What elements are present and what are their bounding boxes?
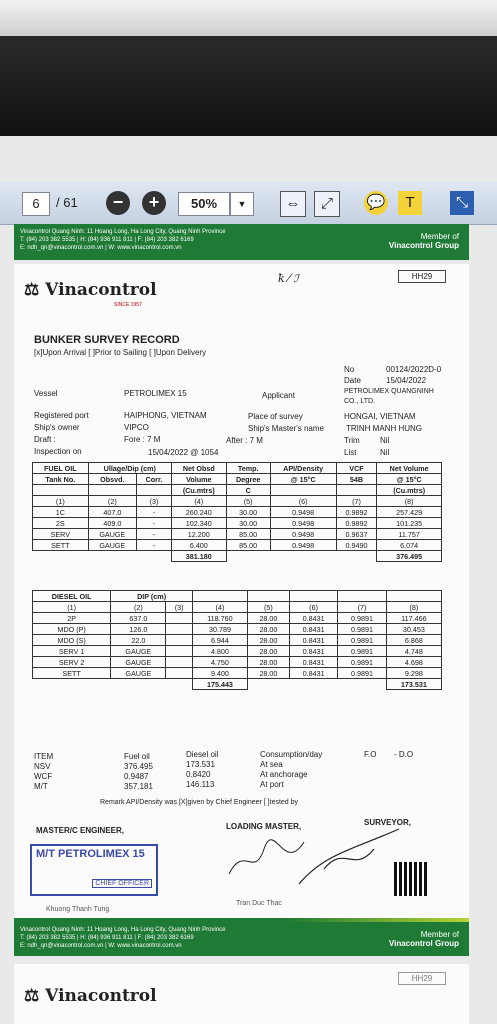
table-row — [33, 624, 442, 635]
table-header: 54B — [336, 474, 377, 485]
table-cell: 11.757 — [377, 529, 442, 540]
list-label: List — [344, 448, 357, 457]
table-cell: GAUGE — [88, 529, 136, 540]
table-cell: 0.9891 — [338, 613, 386, 624]
no-value: 00124/2022D-0 — [386, 365, 442, 374]
table-cell: - — [137, 518, 172, 529]
table-row — [33, 657, 442, 668]
registered-port-label: Registered port — [34, 411, 89, 420]
table-cell: 85.00 — [226, 529, 270, 540]
table-cell: 4.750 — [192, 657, 247, 668]
table-header: API/Density — [270, 463, 336, 474]
table-header-row — [33, 591, 442, 602]
summary-value: At anchorage — [260, 770, 308, 779]
doc-code-box: HH29 — [398, 270, 446, 283]
fit-width-icon[interactable]: ⇔ — [280, 191, 306, 217]
table-cell: 12.200 — [171, 529, 226, 540]
monitor-bezel — [0, 36, 497, 136]
table-cell: (6) — [270, 496, 336, 507]
table-cell: 85.00 — [226, 540, 270, 551]
table-cell: 101.235 — [377, 518, 442, 529]
vinacontrol-logo — [24, 280, 157, 300]
surveyor-signature — [294, 824, 404, 894]
phone-line: T: (84) 203 382 5535 | H: (84) 936 911 811 | F: (84) 203 382 6169 — [20, 935, 194, 941]
table-cell: 0.9498 — [270, 529, 336, 540]
total-row — [33, 679, 442, 690]
summary-labels — [34, 752, 53, 792]
table-cell: 30.789 — [192, 624, 247, 635]
surveyor-label: SURVEYOR, — [364, 818, 411, 827]
table-cell: 30.00 — [226, 507, 270, 518]
loading-master-label: LOADING MASTER, — [226, 822, 302, 831]
table-cell: 0.8431 — [289, 613, 337, 624]
qr-code — [394, 862, 428, 896]
fuel-summary — [124, 752, 153, 792]
total-net-value: 173.531 — [386, 679, 441, 690]
table-cell — [166, 657, 192, 668]
loading-master-name: Tran Duc Thac — [236, 900, 282, 907]
engineer-label: MASTER/C ENGINEER, — [36, 826, 125, 835]
draft-fore: Fore : 7 M — [124, 435, 161, 444]
table-row — [33, 668, 442, 679]
table-cell: MDO (P) — [33, 624, 111, 635]
summary-value: 357.181 — [124, 782, 153, 791]
table-cell: GAUGE — [111, 668, 166, 679]
table-cell: 2S — [33, 518, 89, 529]
table-header: (Cu.mtrs) — [377, 485, 442, 496]
page-footer-banner — [14, 224, 469, 260]
table-header: @ 15°C — [377, 474, 442, 485]
engineer-name: Khuong Thanh Tung — [46, 906, 110, 913]
fit-page-icon[interactable]: ⤢ — [314, 191, 340, 217]
table-cell: (1) — [33, 496, 89, 507]
table-cell: GAUGE — [111, 646, 166, 657]
table-cell: 0.9637 — [336, 529, 377, 540]
expand-icon[interactable]: ⤡ — [450, 191, 474, 215]
table-cell: 28.00 — [248, 635, 290, 646]
member-of-label: Member of — [420, 232, 459, 241]
table-header: Corr. — [137, 474, 172, 485]
table-cell: 4.800 — [192, 646, 247, 657]
table-cell: 0.9498 — [270, 540, 336, 551]
email-line: E: ndh_qn@vinacontrol.com.vn | W: www.vinacontrol.com.vn — [20, 245, 182, 251]
next-document-page — [14, 964, 469, 1024]
table-row — [33, 529, 442, 540]
table-cell: (5) — [226, 496, 270, 507]
table-header: Net Obsd — [171, 463, 226, 474]
table-cell: 1C — [33, 507, 89, 518]
table-cell: 0.9498 — [270, 518, 336, 529]
table-header: Degree — [226, 474, 270, 485]
table-cell: (7) — [338, 602, 386, 613]
table-cell: 0.9891 — [338, 668, 386, 679]
table-cell: 22.0 — [111, 635, 166, 646]
table-cell: (8) — [386, 602, 441, 613]
table-cell: 28.00 — [248, 668, 290, 679]
total-row — [33, 551, 442, 562]
summary-head: Consumption/day — [260, 750, 323, 759]
comment-icon[interactable]: 💬 — [364, 191, 388, 215]
table-header: FUEL OIL — [33, 463, 89, 474]
stamp-title: M/T PETROLIMEX 15 — [36, 848, 145, 860]
table-cell: SETT — [33, 540, 89, 551]
table-cell: SERV — [33, 529, 89, 540]
table-header: DIP (cm) — [111, 591, 193, 602]
table-cell: 0.9891 — [338, 646, 386, 657]
summary-head: Diesel oil — [186, 750, 219, 759]
table-cell: 2P — [33, 613, 111, 624]
table-cell: 0.9891 — [338, 635, 386, 646]
table-cell: (3) — [166, 602, 192, 613]
inspection-value: 15/04/2022 @ 1054 — [148, 448, 219, 457]
applicant-value: PETROLIMEX QUANGNINH — [344, 388, 434, 395]
table-header-row — [33, 485, 442, 496]
logo-text: Vinacontrol — [45, 280, 157, 300]
owner-value: VIPCO — [124, 423, 149, 432]
table-cell: (2) — [88, 496, 136, 507]
table-cell: SETT — [33, 668, 111, 679]
table-cell: 0.8431 — [289, 668, 337, 679]
member-of-label: Member of — [420, 930, 459, 939]
table-header: DIESEL OIL — [33, 591, 111, 602]
table-cell: - — [137, 540, 172, 551]
table-cell: 0.9498 — [270, 507, 336, 518]
table-cell: 637.0 — [111, 613, 166, 624]
table-cell: 409.0 — [88, 518, 136, 529]
summary-label: WCF — [34, 772, 53, 781]
vinacontrol-logo — [24, 986, 157, 1006]
table-cell — [166, 613, 192, 624]
table-header: VCF — [336, 463, 377, 474]
table-cell: 126.0 — [111, 624, 166, 635]
table-cell: 6.868 — [386, 635, 441, 646]
table-cell: (6) — [289, 602, 337, 613]
summary-value: 146.113 — [186, 780, 215, 789]
applicant-label: Applicant — [262, 391, 295, 400]
table-cell: 30.453 — [386, 624, 441, 635]
table-cell: 6.944 — [192, 635, 247, 646]
address-line: Vinacontrol Quang Ninh: 11 Hoang Long, Ha Long City, Quang Ninh Province — [20, 927, 226, 933]
table-cell: (5) — [248, 602, 290, 613]
table-cell — [166, 646, 192, 657]
table-header: Net Volume — [377, 463, 442, 474]
phone-line: T: (84) 203 382 5535 | H: (84) 936 911 811 | F: (84) 203 382 6169 — [20, 237, 194, 243]
zoom-in-icon[interactable]: + — [142, 191, 166, 215]
table-cell: (1) — [33, 602, 111, 613]
table-header: Temp. — [226, 463, 270, 474]
table-cell: 0.9892 — [336, 507, 377, 518]
survey-options: [x]Upon Arrival [ ]Prior to Sailing [ ]Upon Delivery — [34, 348, 207, 357]
scales-icon: ⚖ — [24, 986, 40, 1006]
document-page — [14, 264, 469, 918]
table-cell: - — [137, 507, 172, 518]
zoom-out-icon[interactable]: − — [106, 191, 130, 215]
inspection-label: Inspection on — [34, 447, 82, 456]
table-header: (Cu.mtrs) — [171, 485, 226, 496]
group-name: Vinacontrol Group — [388, 939, 459, 948]
draft-after: After : 7 M — [226, 436, 263, 445]
date-value: 15/04/2022 — [386, 376, 427, 385]
initials-signature: ꝁ ⁄ ℐ — [278, 272, 299, 285]
table-cell — [166, 624, 192, 635]
applicant-value-2: CO., LTD. — [344, 398, 375, 405]
table-cell: 0.9892 — [336, 518, 377, 529]
table-cell — [166, 668, 192, 679]
table-cell: 0.8431 — [289, 635, 337, 646]
fuel-oil-table — [32, 462, 442, 562]
table-cell: (4) — [171, 496, 226, 507]
date-label: Date — [344, 376, 361, 385]
table-cell: (8) — [377, 496, 442, 507]
table-cell: 9.298 — [386, 668, 441, 679]
table-cell: 0.8431 — [289, 657, 337, 668]
table-cell: 9.400 — [192, 668, 247, 679]
trim-value: Nil — [380, 436, 390, 445]
table-cell: 0.9490 — [336, 540, 377, 551]
table-cell: 257.429 — [377, 507, 442, 518]
stamp-role: CHIEF OFFICER — [92, 879, 152, 888]
email-line: E: ndh_qn@vinacontrol.com.vn | W: www.vinacontrol.com.vn — [20, 943, 182, 949]
summary-value: At sea — [260, 760, 283, 769]
master-label: Ship's Master's name — [248, 424, 324, 433]
summary-label: M/T — [34, 782, 48, 791]
table-header: Obsvd. — [88, 474, 136, 485]
summary-value: 0.9487 — [124, 772, 149, 781]
table-cell: (7) — [336, 496, 377, 507]
master-value: TRINH MANH HUNG — [346, 424, 422, 433]
table-row — [33, 540, 442, 551]
page-footer-banner-bottom — [14, 922, 469, 956]
vessel-value: PETROLIMEX 15 — [124, 389, 187, 398]
consumption-summary — [260, 750, 322, 790]
table-header: Tank No. — [33, 474, 89, 485]
fo-label: F.O — [364, 750, 377, 759]
table-cell: GAUGE — [88, 540, 136, 551]
scales-icon: ⚖ — [24, 280, 40, 300]
table-cell: 4.698 — [386, 657, 441, 668]
address-line: Vinacontrol Quang Ninh: 11 Hoang Long, Ha Long City, Quang Ninh Province — [20, 229, 226, 235]
table-cell: (3) — [137, 496, 172, 507]
table-cell: 117.466 — [386, 613, 441, 624]
table-row — [33, 507, 442, 518]
list-value: Nil — [380, 448, 390, 457]
diesel-oil-table — [32, 590, 442, 690]
monitor-bezel-top — [0, 0, 497, 36]
table-cell: SERV 1 — [33, 646, 111, 657]
table-row — [33, 613, 442, 624]
do-label: - D.O — [394, 750, 414, 759]
table-header: C — [226, 485, 270, 496]
summary-label: ITEM — [34, 752, 54, 761]
page-total-label: / 61 — [56, 195, 78, 210]
index-row — [33, 602, 442, 613]
page-number-input[interactable]: 6 — [22, 192, 50, 216]
no-label: No — [344, 365, 355, 374]
table-cell: - — [137, 529, 172, 540]
place-label: Place of survey — [248, 412, 303, 421]
table-cell: 0.9891 — [338, 657, 386, 668]
highlight-text-icon[interactable]: T — [398, 191, 422, 215]
pdf-viewer — [0, 136, 497, 1024]
table-header-row — [33, 463, 442, 474]
logo-since: SINCE 1957 — [114, 302, 142, 308]
registered-port-value: HAIPHONG, VIETNAM — [124, 411, 207, 420]
doc-code-box: HH29 — [398, 972, 446, 985]
summary-value: 0.8420 — [186, 770, 211, 779]
trim-label: Trim — [344, 436, 360, 445]
table-cell: 102.340 — [171, 518, 226, 529]
summary-head: Fuel oil — [124, 752, 150, 761]
table-row — [33, 646, 442, 657]
table-header: @ 15°C — [270, 474, 336, 485]
table-cell: SERV 2 — [33, 657, 111, 668]
table-cell: 407.0 — [88, 507, 136, 518]
table-cell — [166, 635, 192, 646]
total-obsd-value: 175.443 — [192, 679, 247, 690]
ship-stamp — [30, 844, 158, 896]
table-cell: 0.8431 — [289, 646, 337, 657]
summary-label: NSV — [34, 762, 51, 771]
table-cell: 4.748 — [386, 646, 441, 657]
diesel-summary — [186, 750, 218, 790]
place-value: HONGAI, VIETNAM — [344, 412, 416, 421]
table-row — [33, 518, 442, 529]
table-header-row — [33, 474, 442, 485]
table-cell: 6.074 — [377, 540, 442, 551]
pdf-toolbar — [0, 182, 497, 225]
table-cell: GAUGE — [111, 657, 166, 668]
table-cell: 118.760 — [192, 613, 247, 624]
table-row — [33, 635, 442, 646]
table-cell: MDO (S) — [33, 635, 111, 646]
table-header: Ullage/Dip (cm) — [88, 463, 171, 474]
table-header: Volume — [171, 474, 226, 485]
table-cell: 28.00 — [248, 624, 290, 635]
record-title: BUNKER SURVEY RECORD — [34, 334, 180, 346]
logo-text: Vinacontrol — [45, 986, 157, 1006]
summary-value: At port — [260, 780, 284, 789]
table-cell: (2) — [111, 602, 166, 613]
table-cell: 6.400 — [171, 540, 226, 551]
summary-value: 376.495 — [124, 762, 153, 771]
table-cell: 30.00 — [226, 518, 270, 529]
table-cell: 0.9891 — [338, 624, 386, 635]
index-row — [33, 496, 442, 507]
zoom-level-field[interactable]: 50% — [178, 192, 230, 216]
table-cell: 260.240 — [171, 507, 226, 518]
table-cell: 28.00 — [248, 646, 290, 657]
total-net-value: 376.495 — [377, 551, 442, 562]
zoom-dropdown-icon[interactable]: ▼ — [230, 192, 254, 216]
owner-label: Ship's owner — [34, 423, 80, 432]
table-cell: 28.00 — [248, 613, 290, 624]
table-cell: 0.8431 — [289, 624, 337, 635]
table-cell: 28.00 — [248, 657, 290, 668]
table-cell: (4) — [192, 602, 247, 613]
summary-value: 173.531 — [186, 760, 215, 769]
draft-label: Draft : — [34, 435, 56, 444]
group-name: Vinacontrol Group — [388, 241, 459, 250]
vessel-label: Vessel — [34, 389, 58, 398]
total-obsd-value: 381.180 — [171, 551, 226, 562]
remark-line: Remark API/Density was [X]given by Chief Engineer [ ]tested by — [100, 799, 299, 806]
